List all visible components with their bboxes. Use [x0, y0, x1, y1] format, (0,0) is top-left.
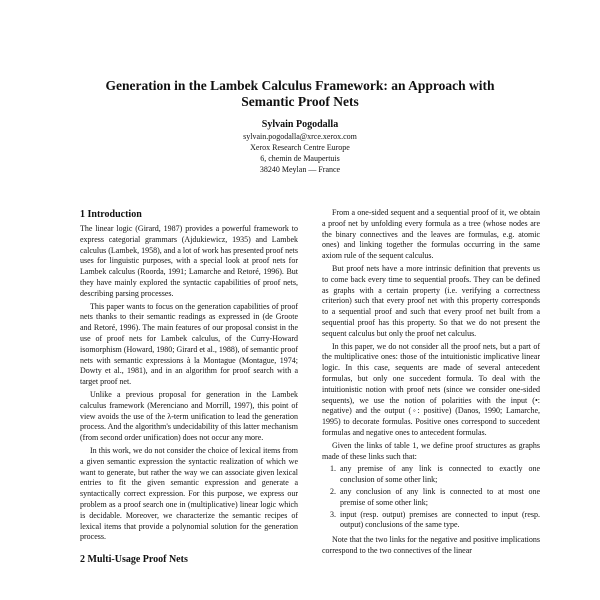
right-paragraph-4: Given the links of table 1, we define proof structures as graphs made of these links such that:	[322, 440, 540, 461]
section-heading-multi-usage: 2 Multi-Usage Proof Nets	[80, 554, 188, 566]
author-email[interactable]: sylvain.pogodalla@xrce.xerox.com	[243, 132, 357, 141]
list-item: 2. any conclusion of any link is connected to at most one premise of some other link;	[338, 487, 540, 509]
proof-structure-conditions	[322, 464, 540, 531]
list-item: 1. any premise of any link is connected to exactly one conclusion of some other link;	[338, 464, 540, 486]
author-address-line1: 6, chemin de Maupertuis	[260, 154, 340, 163]
list-item: 3. input (resp. output) premises are connected to input (resp. output) conclusions of the same type.	[338, 510, 540, 532]
right-paragraph-2: But proof nets have a more intrinsic definition that prevents us to come back every time to sequential proofs. They can be defined as graphs with a certain property (i.e. verifying a correctness criterion) such that every proof net with this property corresponds to a sequential proof and such that every proof net built from a sequential proof has this property. So that we do not present the sequent calculus but only the proof net calculus.	[322, 263, 540, 338]
left-column	[80, 208, 298, 569]
right-paragraph-1: From a one-sided sequent and a sequential proof of it, we obtain a proof net by unfolding every formula as a tree (whose nodes are the binary connectives and the leaves are formulas, e.g. atomic ones) and linking together the formulas occurring in the same axiom rule of the sequent calculus.	[322, 208, 540, 261]
intro-paragraph-4: In this work, we do not consider the choice of lexical items from a given semantic expression the syntactic realization of which we want to generate, but rather the way we can associate given lexical entries to fit the given semantic expression and generate a syntactically correct expression. For this purpose, we express our problem as a proof search one in (multiplicative) linear logic which is decidable. Moreover, we characterize the semantic recipes of lexical items that provide a polynomial solution for the generation process.	[80, 445, 298, 542]
author-name: Sylvain Pogodalla	[261, 119, 339, 130]
author-block	[150, 118, 450, 175]
intro-paragraph-1: The linear logic (Girard, 1987) provides a powerful framework to express categorial grammars (Ajdukiewicz, 1935) and Lambek calculus (Lambek, 1958), and a lot of work has presented proof nets uses for linguistic purposes, with a special look at proof nets for Lambek calculus (Roorda, 1991; Lamarche and Retoré, 1996). But they have mainly explored the syntactic capabilities of proof nets, describing parsing processes.	[80, 224, 298, 298]
right-paragraph-5: Note that the two links for the negative and positive implications correspond to the two connectives of the linear	[322, 535, 540, 555]
author-address-line2: 38240 Meylan — France	[259, 165, 341, 174]
paper-title: Generation in the Lambek Calculus Framework: an Approach with Semantic Proof Nets	[105, 78, 495, 109]
intro-paragraph-2: This paper wants to focus on the generation capabilities of proof nets thanks to their semantic readings as expressed in (de Groote and Retoré, 1996). The main features of our proposal consist in the use of proof nets for Lambek calculus, of the Curry-Howard isomorphism (Howard, 1980; Girard et al., 1988), of semantic proof nets with semantic expressions à la Montague (Montague, 1974; Dowty et al., 1981), and in an algorithm for proof search with a target proof net.	[80, 301, 298, 387]
section-heading-introduction: 1 Introduction	[80, 209, 142, 220]
right-paragraph-3: In this paper, we do not consider all the proof nets, but a part of the multiplicative ones: those of the intuitionistic implicative linear logic. In this case, sequents are made of several antecedent formulas, but only one succedent formula. To deal with the intuitionistic notion with proof nets (since we consider one-sided sequents), we use the notion of polarities with the input (•: negative) and the output (◦: positive) (Danos, 1990; Lamarche, 1995) to decorate formulas. Positive ones correspond to succedent formulas and negative ones to antecedent formulas.	[322, 341, 540, 437]
right-column	[322, 208, 540, 559]
author-affiliation: Xerox Research Centre Europe	[250, 143, 350, 152]
intro-paragraph-3: Unlike a previous proposal for generation in the Lambek calculus framework (Merenciano and Morrill, 1997), this point of view avoids the use of the λ-term unification to lead the generation process. And the algorithm's undecidability of this latter mechanism (from second order unification) does not occur any more.	[80, 389, 298, 443]
